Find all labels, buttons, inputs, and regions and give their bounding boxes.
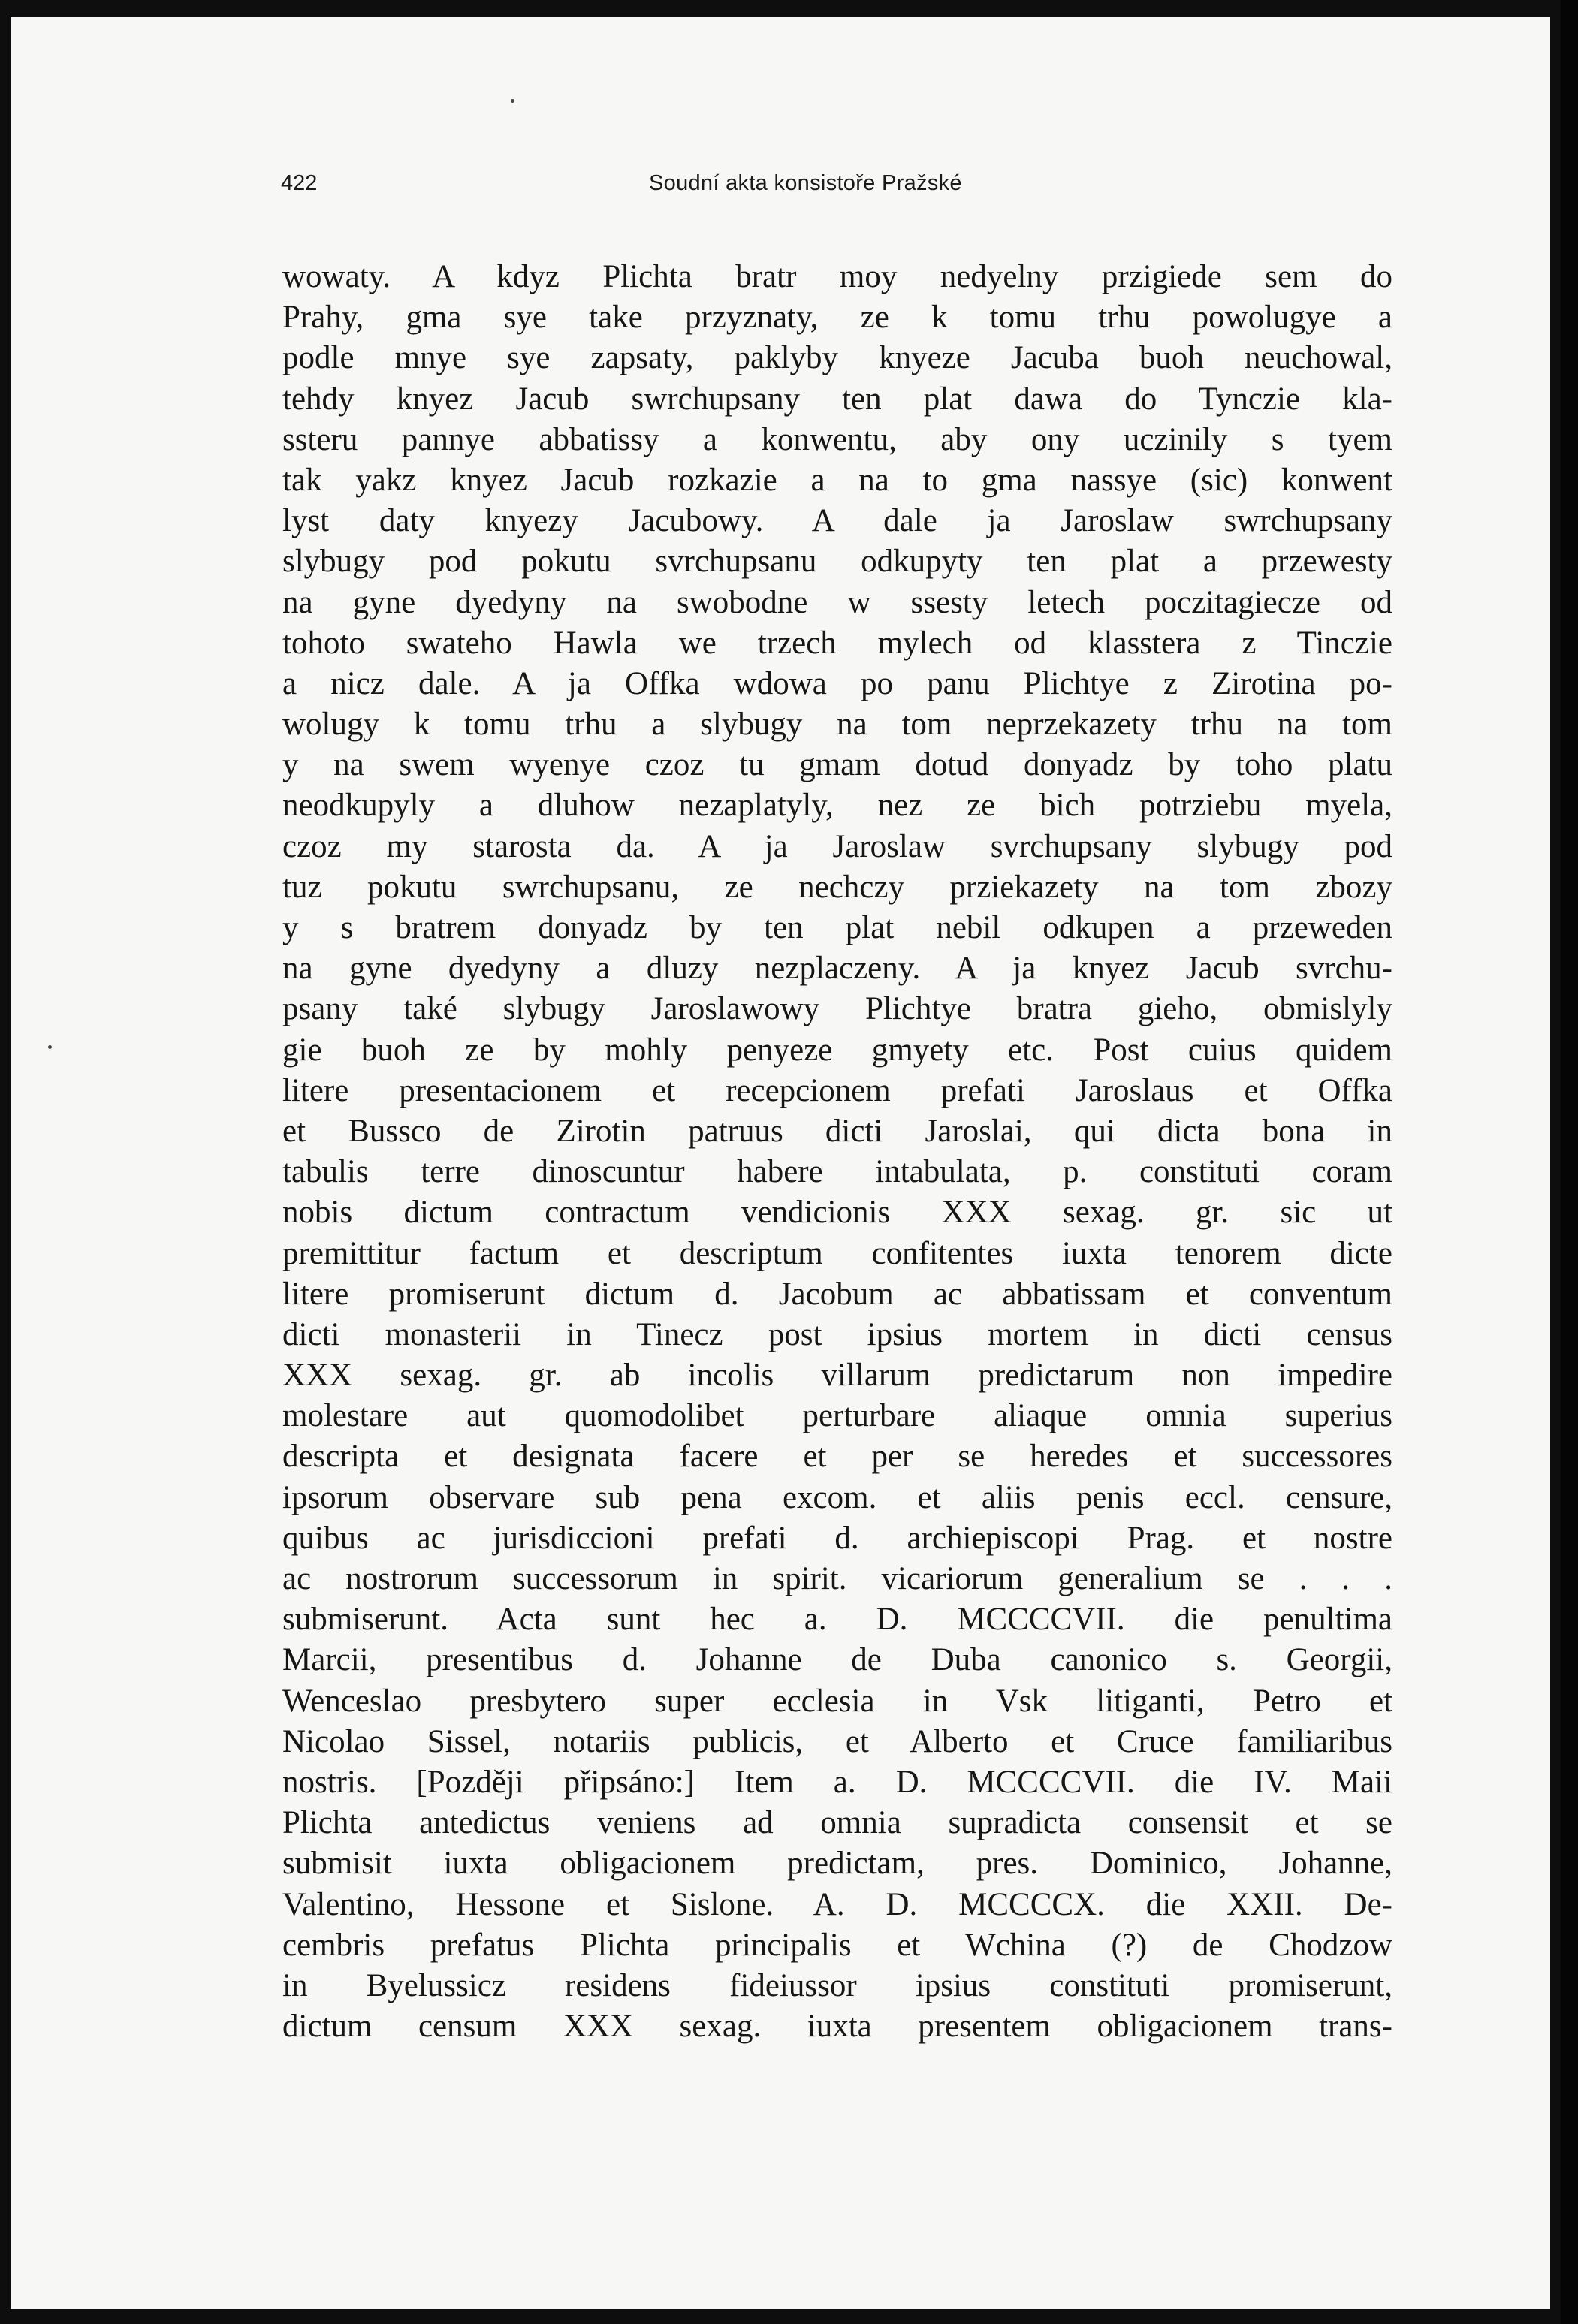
text-line: dicti monasterii in Tinecz post ipsius mortem in dicti census — [282, 1316, 1392, 1352]
text-line: czoz my starosta da. A ja Jaroslaw svrchupsany slybugy pod — [282, 828, 1392, 864]
text-line: na gyne dyedyny a dluzy nezplaczeny. A ja knyez Jacub svrchu- — [282, 951, 1392, 987]
text-line: Valentino, Hessone et Sislone. A. D. MCCCCX. die XXII. De- — [282, 1886, 1392, 1922]
text-line: molestare aut quomodolibet perturbare aliaque omnia superius — [282, 1398, 1392, 1434]
text-line: nobis dictum contractum vendicionis XXX sexag. gr. sic ut — [282, 1195, 1392, 1231]
text-line: submisit iuxta obligacionem predictam, pres. Dominico, Johanne, — [282, 1846, 1392, 1882]
text-line: Prahy, gma sye take przyznaty, ze k tomu trhu powolugye a — [282, 300, 1392, 336]
text-line: tak yakz knyez Jacub rozkazie a na to gma nassye (sic) konwent — [282, 462, 1392, 498]
text-line: ac nostrorum successorum in spirit. vicariorum generalium se . . . — [282, 1561, 1392, 1596]
text-line: y s bratrem donyadz by ten plat nebil odkupen a przeweden — [282, 910, 1392, 945]
text-line: tuz pokutu swrchupsanu, ze nechczy prziekazety na tom zbozy — [282, 869, 1392, 905]
text-line: dictum censum XXX sexag. iuxta presentem obligacionem trans- — [282, 2009, 1392, 2045]
running-title: Soudní akta konsistoře Pražské — [649, 171, 962, 195]
page-header — [281, 171, 1392, 216]
text-line: et Bussco de Zirotin patruus dicti Jaroslai, qui dicta bona in — [282, 1113, 1392, 1149]
text-line: litere promiserunt dictum d. Jacobum ac abbatissam et conventum — [282, 1276, 1392, 1312]
scan-edge-shadow — [1561, 0, 1578, 2324]
text-line: premittitur factum et descriptum confitentes iuxta tenorem dicte — [282, 1235, 1392, 1271]
text-line: podle mnye sye zapsaty, paklyby knyeze Jacuba buoh neuchowal, — [282, 340, 1392, 376]
text-line: ipsorum observare sub pena excom. et aliis penis eccl. censure, — [282, 1479, 1392, 1515]
text-line: XXX sexag. gr. ab incolis villarum predictarum non impedire — [282, 1358, 1392, 1394]
text-line: tohoto swateho Hawla we trzech mylech od klasstera z Tinczie — [282, 625, 1392, 661]
text-line: submiserunt. Acta sunt hec a. D. MCCCCVII. die penultima — [282, 1602, 1392, 1638]
text-line: nostris. [Později připsáno:] Item a. D. MCCCCVII. die IV. Maii — [282, 1764, 1392, 1800]
text-line: Nicolao Sissel, notariis publicis, et Alberto et Cruce familiaribus — [282, 1723, 1392, 1759]
text-line: quibus ac jurisdiccioni prefati d. archiepiscopi Prag. et nostre — [282, 1520, 1392, 1556]
text-line: Wenceslao presbytero super ecclesia in Vsk litiganti, Petro et — [282, 1683, 1392, 1719]
text-line: a nicz dale. A ja Offka wdowa po panu Plichtye z Zirotina po- — [282, 665, 1392, 701]
text-line: y na swem wyenye czoz tu gmam dotud donyadz by toho platu — [282, 747, 1392, 783]
text-line: slybugy pod pokutu svrchupsanu odkupyty ten plat a przewesty — [282, 544, 1392, 580]
text-line: lyst daty knyezy Jacubowy. A dale ja Jaroslaw swrchupsany — [282, 503, 1392, 539]
scan-speck — [48, 1045, 52, 1049]
page-number: 422 — [281, 171, 318, 195]
body-text — [282, 257, 1392, 2047]
text-line: cembris prefatus Plichta principalis et Wchina (?) de Chodzow — [282, 1927, 1392, 1963]
text-line: Plichta antedictus veniens ad omnia supradicta consensit et se — [282, 1805, 1392, 1841]
text-line: descripta et designata facere et per se heredes et successores — [282, 1439, 1392, 1475]
scan-speck — [511, 99, 514, 103]
text-line: neodkupyly a dluhow nezaplatyly, nez ze bich potrziebu myela, — [282, 788, 1392, 824]
text-line: gie buoh ze by mohly penyeze gmyety etc. Post cuius quidem — [282, 1032, 1392, 1068]
text-line: tabulis terre dinoscuntur habere intabulata, p. constituti coram — [282, 1154, 1392, 1190]
text-line: wolugy k tomu trhu a slybugy na tom neprzekazety trhu na tom — [282, 707, 1392, 743]
text-line: in Byelussicz residens fideiussor ipsius constituti promiserunt, — [282, 1967, 1392, 2003]
text-line: wowaty. A kdyz Plichta bratr moy nedyelny przigiede sem do — [282, 259, 1392, 294]
text-line: tehdy knyez Jacub swrchupsany ten plat dawa do Tynczie kla- — [282, 381, 1392, 417]
text-line: psany také slybugy Jaroslawowy Plichtye bratra gieho, obmislyly — [282, 991, 1392, 1027]
text-line: na gyne dyedyny na swobodne w ssesty letech poczitagiecze od — [282, 584, 1392, 620]
text-line: Marcii, presentibus d. Johanne de Duba canonico s. Georgii, — [282, 1642, 1392, 1678]
text-line: litere presentacionem et recepcionem prefati Jaroslaus et Offka — [282, 1072, 1392, 1108]
text-line: ssteru pannye abbatissy a konwentu, aby ony uczinily s tyem — [282, 421, 1392, 457]
